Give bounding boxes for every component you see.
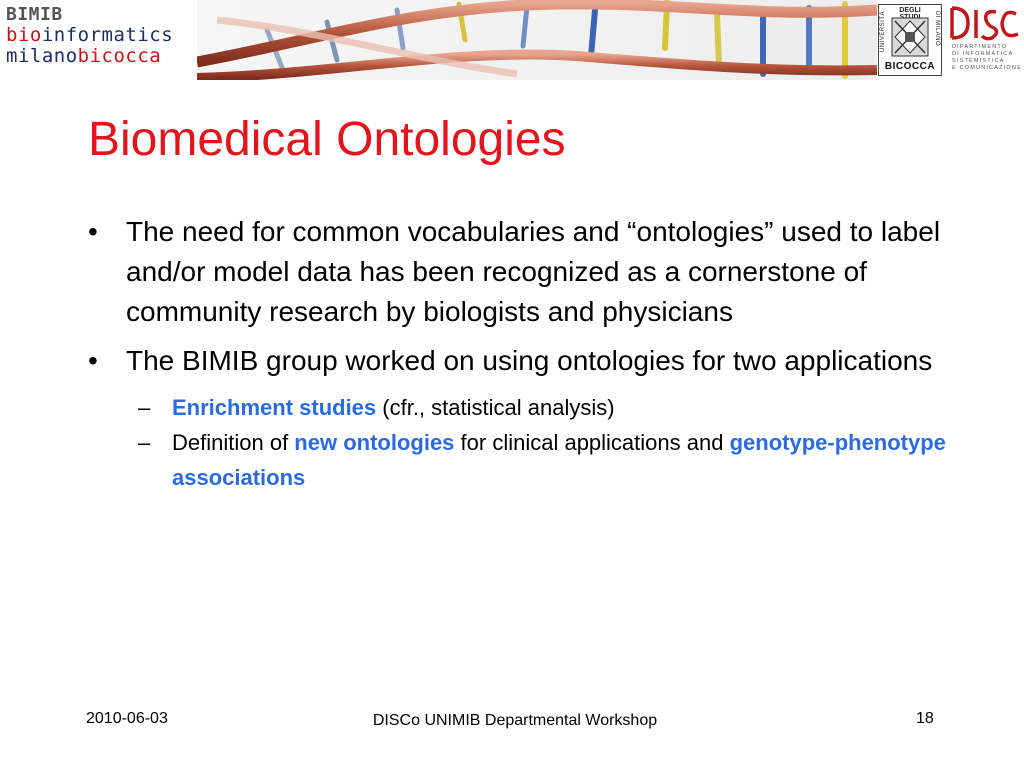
bullet-item	[86, 341, 956, 381]
page-number: 18	[916, 710, 934, 727]
subbullet-text: for clinical applications and	[454, 430, 730, 455]
subbullet-marker: –	[138, 395, 151, 420]
logo-bicocca: bicocca	[77, 45, 162, 67]
footer-date: 2010-06-03	[86, 710, 168, 727]
seal-top-text: DEGLI	[899, 7, 921, 14]
disco-mark-icon	[946, 4, 1022, 42]
subbullet-text: (cfr., statistical analysis)	[376, 395, 615, 420]
seal-bottom-text: BICOCCA	[884, 61, 936, 72]
subbullet-text: Definition of	[172, 430, 295, 455]
highlight-genotype-phenotype: genotype-phenotype associations	[172, 430, 946, 490]
unimib-seal-logo	[878, 4, 942, 76]
bimib-logo	[6, 4, 196, 78]
seal-emblem-icon	[891, 17, 929, 57]
bullet-item	[86, 212, 956, 332]
logo-informatics: informatics	[41, 24, 174, 46]
logo-imib: IMIB	[17, 4, 63, 25]
logo-milano: milano	[6, 45, 78, 67]
slide-body	[86, 212, 956, 495]
disco-subtitle	[952, 44, 1022, 72]
bullet-marker: •	[88, 216, 98, 247]
logo-bio: bio	[6, 24, 42, 46]
bullet-text: The BIMIB group worked on using ontologies for two applications	[126, 345, 933, 376]
subbullet-marker: –	[138, 430, 151, 455]
disco-sub-line: E COMUNICAZIONE	[952, 65, 1022, 71]
subbullet-item	[86, 425, 956, 495]
bullet-marker: •	[88, 345, 98, 376]
subbullet-item	[86, 390, 956, 425]
disco-sub-line: DIPARTIMENTO	[952, 44, 1008, 50]
dna-helix-image	[197, 0, 877, 80]
header-banner	[0, 0, 1024, 82]
highlight-new-ontologies: new ontologies	[294, 430, 455, 455]
slide-title: Biomedical Ontologies	[88, 113, 566, 166]
disco-sub-line: DI INFORMATICA	[952, 51, 1014, 57]
logo-b: B	[6, 4, 18, 25]
seal-right-text: DI MILANO	[934, 11, 940, 47]
bullet-text: The need for common vocabularies and “ontologies” used to label and/or model data has been recognized as a cornerstone of community research by biologists and physicians	[126, 216, 941, 327]
disco-sub-line: SISTEMISTICA	[952, 58, 1005, 64]
footer-event: DISCo UNIMIB Departmental Workshop	[372, 712, 658, 729]
seal-left-text: UNIVERSITÀ	[880, 11, 886, 53]
disco-logo	[946, 4, 1022, 78]
highlight-enrichment-studies: Enrichment studies	[172, 395, 377, 420]
